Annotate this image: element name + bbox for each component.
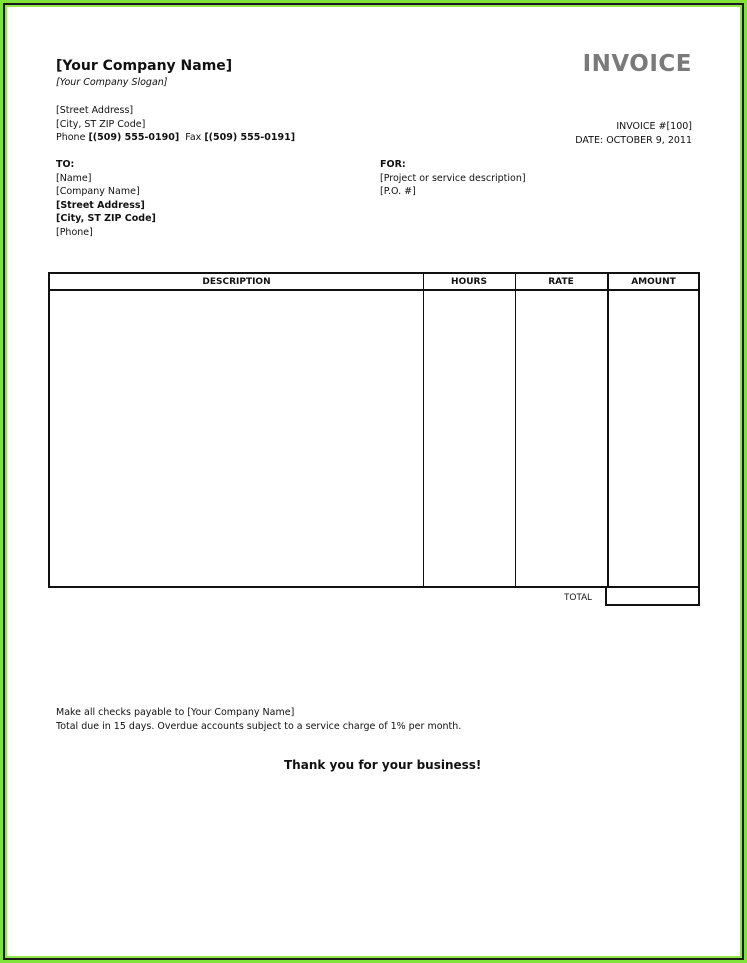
column-header-rate: RATE xyxy=(548,277,574,287)
bill-to-name: [Name] xyxy=(56,172,92,184)
phone-value: [(509) 555-0190] xyxy=(88,132,180,143)
sender-city: [City, ST ZIP Code] xyxy=(56,118,146,130)
sender-contact xyxy=(56,131,295,145)
invoice-title: INVOICE xyxy=(582,51,692,77)
invoice-meta xyxy=(575,120,692,147)
column-header-hours: HOURS xyxy=(451,277,487,287)
total-label: TOTAL xyxy=(564,592,593,602)
bill-to-block xyxy=(56,158,156,239)
payment-terms: Total due in 15 days. Overdue accounts subject to a service charge of 1% per month. xyxy=(56,720,462,732)
sender-street: [Street Address] xyxy=(56,105,134,116)
hours-column[interactable] xyxy=(423,274,515,586)
bill-for-label: FOR: xyxy=(380,159,406,170)
phone-label: Phone xyxy=(56,132,86,143)
project-description: [Project or service description] xyxy=(380,172,526,184)
payment-notes xyxy=(56,706,461,733)
bill-to-label: TO: xyxy=(56,159,75,170)
bill-to-street: [Street Address] xyxy=(56,199,145,211)
payable-to-note: Make all checks payable to [Your Company Name] xyxy=(56,707,295,718)
invoice-number: INVOICE #[100] xyxy=(616,121,692,132)
company-name: [Your Company Name] xyxy=(56,58,233,74)
bill-to-company: [Company Name] xyxy=(56,186,140,197)
table-header xyxy=(50,274,698,291)
amount-column[interactable] xyxy=(607,274,700,586)
sender-address xyxy=(56,104,295,145)
bill-to-phone: [Phone] xyxy=(56,226,93,238)
bill-to-city: [City, ST ZIP Code] xyxy=(56,213,156,224)
total-amount-field[interactable] xyxy=(605,586,700,606)
po-number: [P.O. #] xyxy=(380,186,416,197)
description-column[interactable] xyxy=(50,274,423,586)
bill-for-block xyxy=(380,158,526,199)
thank-you-message: Thank you for your business! xyxy=(284,758,482,772)
line-items-table xyxy=(48,272,700,588)
rate-column[interactable] xyxy=(515,274,607,586)
column-header-description: DESCRIPTION xyxy=(202,277,271,287)
invoice-date: DATE: OCTOBER 9, 2011 xyxy=(575,134,692,146)
fax-label: Fax xyxy=(185,132,202,143)
company-slogan: [Your Company Slogan] xyxy=(56,77,168,88)
fax-value: [(509) 555-0191] xyxy=(204,132,296,143)
column-header-amount: AMOUNT xyxy=(631,277,676,287)
